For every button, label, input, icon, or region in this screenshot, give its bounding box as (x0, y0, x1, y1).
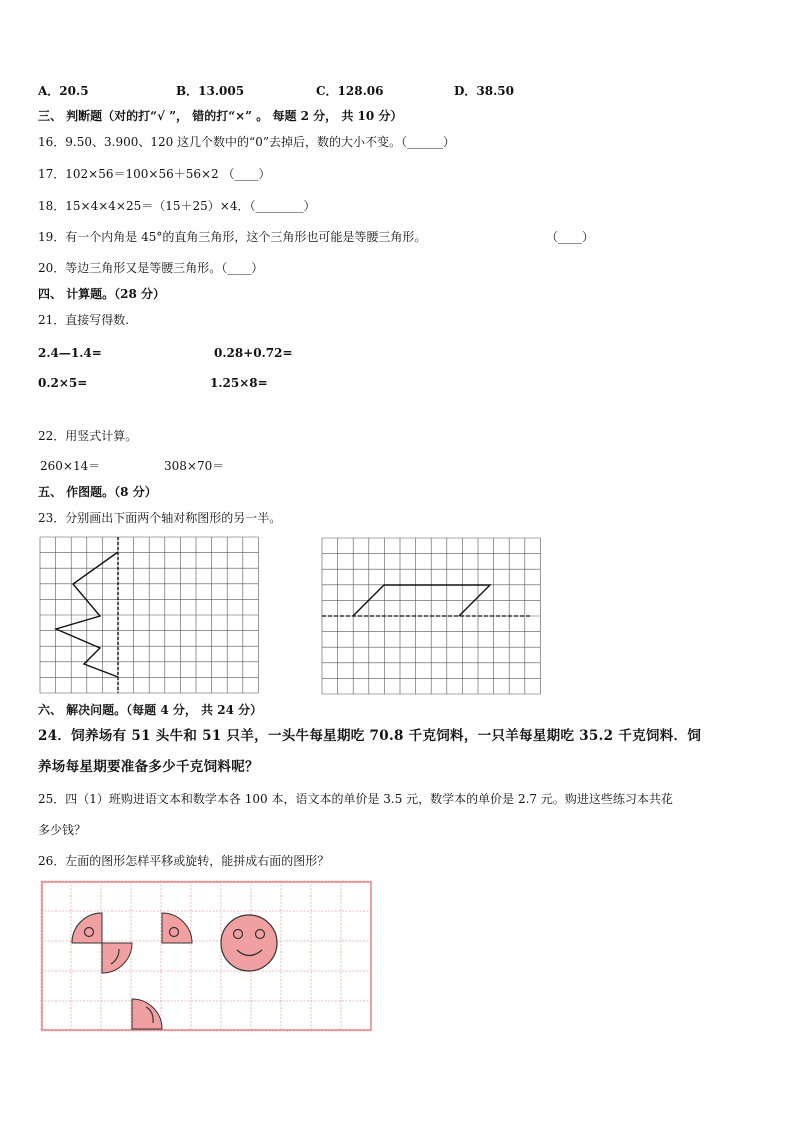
question-20: 20．等边三角形又是等腰三角形。（____） (38, 261, 264, 275)
section4-title: 四、 计算题。（28 分） (38, 287, 166, 301)
smiley-face-icon (221, 915, 277, 971)
option-a: A．20.5 (38, 84, 89, 98)
question-24-line2: 养场每星期要准备多少千克饲料呢？ (38, 759, 259, 775)
section5-title: 五、 作图题。（8 分） (38, 485, 157, 499)
question-21-title: 21．直接写得数. (38, 313, 130, 327)
question-25-line2: 多少钱？ (38, 823, 87, 837)
question-19: 19．有一个内角是 45°的直角三角形，这个三角形也可能是等腰三角形。 (38, 230, 427, 244)
grid-figure-right (322, 538, 542, 696)
question-22-title: 22．用竖式计算。 (38, 429, 138, 443)
calc-item-4: 1.25×8= (210, 376, 268, 390)
vertical-calc-1: 260×14＝ (40, 459, 101, 473)
question-26-title: 26．左面的图形怎样平移或旋转，能拼成右面的图形？ (38, 854, 330, 868)
calc-item-1: 2.4—1.4= (38, 346, 102, 360)
quarter-piece-bottom (132, 999, 162, 1029)
calc-item-2: 0.28+0.72= (214, 346, 293, 360)
question-16: 16．9.50、3.900、120 这几个数中的“0”去掉后，数的大小不变。（______） (38, 135, 455, 149)
calc-item-3: 0.2×5= (38, 376, 88, 390)
grid-figure-left (40, 537, 260, 695)
option-b: B．13.005 (176, 84, 245, 98)
question-17: 17．102×56＝100×56＋56×2 （____） (38, 167, 271, 181)
question-19-blank: （____） (546, 230, 595, 244)
question-24-line1: 24．饲养场有 51 头牛和 51 只羊，一头牛每星期吃 70.8 千克饲料，一只羊每星期吃 35.2 千克饲料．饲 (38, 728, 702, 744)
option-d: D．38.50 (454, 84, 514, 98)
question-25-line1: 25．四（1）班购进语文本和数学本各 100 本，语文本的单价是 3.5 元，数学本的单价是 2.7 元。购进这些练习本共花 (38, 792, 673, 806)
section6-title: 六、 解决问题。（每题 4 分， 共 24 分） (38, 703, 263, 717)
question-23-title: 23．分别画出下面两个轴对称图形的另一半。 (38, 511, 282, 525)
vertical-calc-2: 308×70＝ (164, 459, 225, 473)
puzzle-grid (41, 881, 373, 1031)
section3-title: 三、 判断题（对的打“√ ”， 错的打“×” 。 每题 2 分， 共 10 分） (38, 109, 403, 123)
question-18: 18．15×4×4×25＝（15＋25）×4．（________） (38, 199, 316, 213)
option-c: C．128.06 (316, 84, 384, 98)
